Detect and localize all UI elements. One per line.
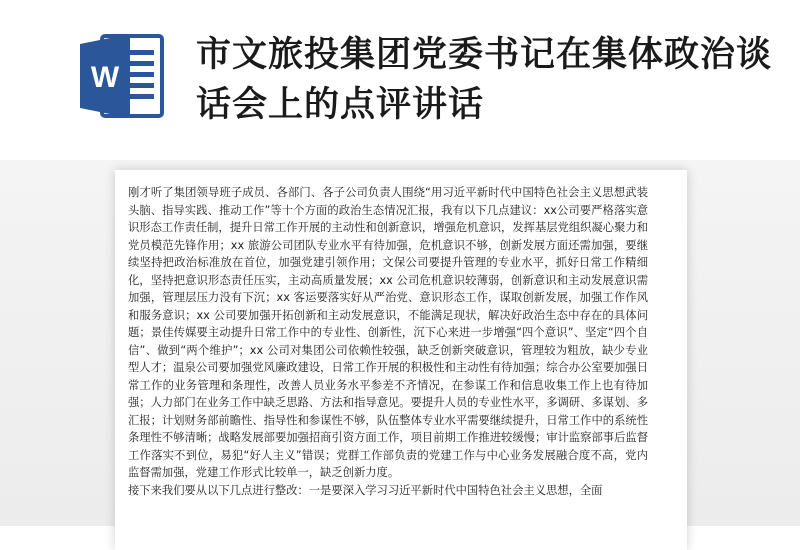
word-icon-letter: W: [90, 61, 120, 94]
body-paragraph-2: 接下来我们要从以下几点进行整改：一是要深入学习习近平新时代中国特色社会主义思想，全面: [128, 483, 603, 497]
header: [0, 0, 800, 160]
document-body: [128, 184, 648, 499]
word-icon: [76, 30, 166, 122]
document-title: 市文旅投集团党委书记在集体政治谈话会上的点评讲话: [196, 35, 773, 125]
body-paragraph-1: 刚才听了集团领导班子成员、各部门、各子公司负责人围绕“用习近平新时代中国特色社会主义思想武装头脑、指导实践、推动工作”等十个方面的政治生态情况汇报，我有以下几点建议：xx公司要严格落实意识形态工作责任制，提升日常工作开展的主动性和创新意识，增强危机意识，发挥基层党组织凝心聚力和党员模范先锋作用；xx 旅游公司团队专业水平有待加强，危机意识不够，创新发展方面还需加强，要继续坚持把政治标准放在首位，加强党建引领作用；文保公司要提升管理的专业水平，抓好日常工作精细化，坚持把意识形态责任压实，主动高质量发展；xx 公司危机意识较薄弱，创新意识和主动发展意识需加强，管理层压力没有下沉；xx 客运要落实好从严治党、意识形态工作，谋取创新发展，加强工作作风和服务意识；xx 公司要加强开拓创新和主动发展意识，不能满足现状，解决好政治生态中存在的具体问题；景佳传媒要主动提升日常工作中的专业性、创新性，沉下心来进一步增强“四个意识”、坚定“四个自信”、做到“两个维护”；xx 公司对集团公司依赖性较强，缺乏创新突破意识，管理较为粗放，缺少专业型人才；温泉公司要加强党风廉政建设，日常工作开展的积极性和主动性有待加强；综合办公室要加强日常工作的业务管理和条理性，改善人员业务水平参差不齐情况，在参谋工作和信息收集工作上也有待加强；人力部门在业务工作中缺乏思路、方法和指导意见。要提升人员的专业性水平，多调研、多谋划、多汇报；计划财务部前瞻性、指导性和参谋性不够，队伍整体专业水平需要继续提升，日常工作中的系统性条理性不够清晰；战略发展部要加强招商引资方面工作，项目前期工作推进较缓慢；审计监察部事后监督工作落实不到位，易犯“好人主义”错误；党群工作部负责的党建工作与中心业务发展融合度不高，党内监督需加强，党建工作形式比较单一，缺乏创新力度。: [128, 186, 648, 479]
